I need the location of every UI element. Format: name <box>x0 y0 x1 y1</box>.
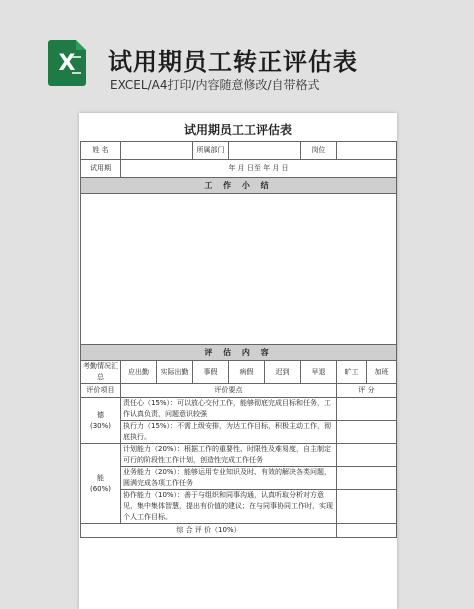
excel-icon-letter: X <box>58 51 76 76</box>
dept-label: 所属部门 <box>193 142 229 160</box>
period-row <box>81 160 397 178</box>
virtue-row-2 <box>81 421 397 444</box>
evaluation-table <box>80 141 397 538</box>
period-label: 试用期 <box>81 160 121 178</box>
ability-point-collaboration: 协作能力（10%）：善于与组织和同事沟通，认真听取分析对方意见，集中集体智慧，提出有价值的建议；在与同事协同工作时，实现个人工作目标。 <box>121 490 337 524</box>
score-cell[interactable] <box>337 421 397 444</box>
ability-row-2 <box>81 467 397 490</box>
work-summary-row <box>81 194 397 345</box>
period-date-range[interactable]: 年 月 日至 年 月 日 <box>121 160 397 178</box>
attendance-item: 病假 <box>229 361 265 384</box>
attendance-item: 实际出勤 <box>157 361 193 384</box>
evaluation-heading: 评 估 内 容 <box>81 345 397 361</box>
form-title: 试用期员工工评估表 <box>183 123 292 137</box>
overall-row <box>81 524 397 538</box>
page-title: 试用期员工转正评估表 <box>108 48 358 76</box>
excel-icon <box>48 40 86 86</box>
overall-label: 综 合 评 价（10%） <box>81 524 337 538</box>
ability-row-1 <box>81 444 397 467</box>
score-cell[interactable] <box>337 490 397 524</box>
attendance-item: 早退 <box>301 361 337 384</box>
basic-info-row <box>81 142 397 160</box>
page-subtitle: EXCEL/A4打印/内容随意修改/自带格式 <box>110 78 320 92</box>
work-summary-header-row <box>81 178 397 194</box>
eval-item-header: 评价项目 <box>81 384 121 398</box>
evaluation-header-row <box>81 345 397 361</box>
attendance-label: 考勤情况汇总 <box>81 361 121 384</box>
form-sheet <box>79 113 397 609</box>
eval-points-header: 评价要点 <box>121 384 337 398</box>
virtue-label: 德 <box>97 410 104 419</box>
excel-icon-fold <box>76 40 86 50</box>
attendance-item: 迟到 <box>265 361 301 384</box>
eval-score-header: 评 分 <box>337 384 397 398</box>
ability-category <box>81 444 121 524</box>
attendance-item: 旷工 <box>337 361 367 384</box>
excel-icon-lines <box>72 56 81 74</box>
name-field[interactable] <box>121 142 193 160</box>
score-cell[interactable] <box>337 398 397 421</box>
name-label: 姓 名 <box>81 142 121 160</box>
ability-label: 能 <box>97 473 104 482</box>
eval-column-header-row <box>81 384 397 398</box>
virtue-row-1 <box>81 398 397 421</box>
virtue-weight: (30%) <box>89 421 112 430</box>
work-summary-area[interactable] <box>81 194 397 345</box>
attendance-row <box>81 361 397 384</box>
virtue-category <box>81 398 121 444</box>
page-header <box>0 0 474 105</box>
dept-field[interactable] <box>229 142 301 160</box>
ability-point-planning: 计划能力（20%）：根据工作的重要性、时限性及难易度，自主制定可行的阶段性工作计划，创造性完成工作任务 <box>121 444 337 467</box>
ability-weight: (60%) <box>89 484 112 493</box>
attendance-item: 加班 <box>367 361 397 384</box>
virtue-point-responsibility: 责任心（15%）：可以放心交付工作，能够彻底完成目标和任务，工作认真负责，问题意识较强 <box>121 398 337 421</box>
virtue-point-execution: 执行力（15%）：不需上级安排，为达工作目标，积极主动工作，彻底执行。 <box>121 421 337 444</box>
attendance-item: 事假 <box>193 361 229 384</box>
overall-score-cell[interactable] <box>337 524 397 538</box>
post-label: 岗位 <box>301 142 337 160</box>
attendance-item: 应出勤 <box>121 361 157 384</box>
score-cell[interactable] <box>337 467 397 490</box>
ability-row-3 <box>81 490 397 524</box>
post-field[interactable] <box>337 142 397 160</box>
ability-point-business: 业务能力（20%）：能够运用专业知识及时、有效的解决各类问题，圆满完成各项工作任务 <box>121 467 337 490</box>
score-cell[interactable] <box>337 444 397 467</box>
work-summary-heading: 工 作 小 结 <box>81 178 397 194</box>
